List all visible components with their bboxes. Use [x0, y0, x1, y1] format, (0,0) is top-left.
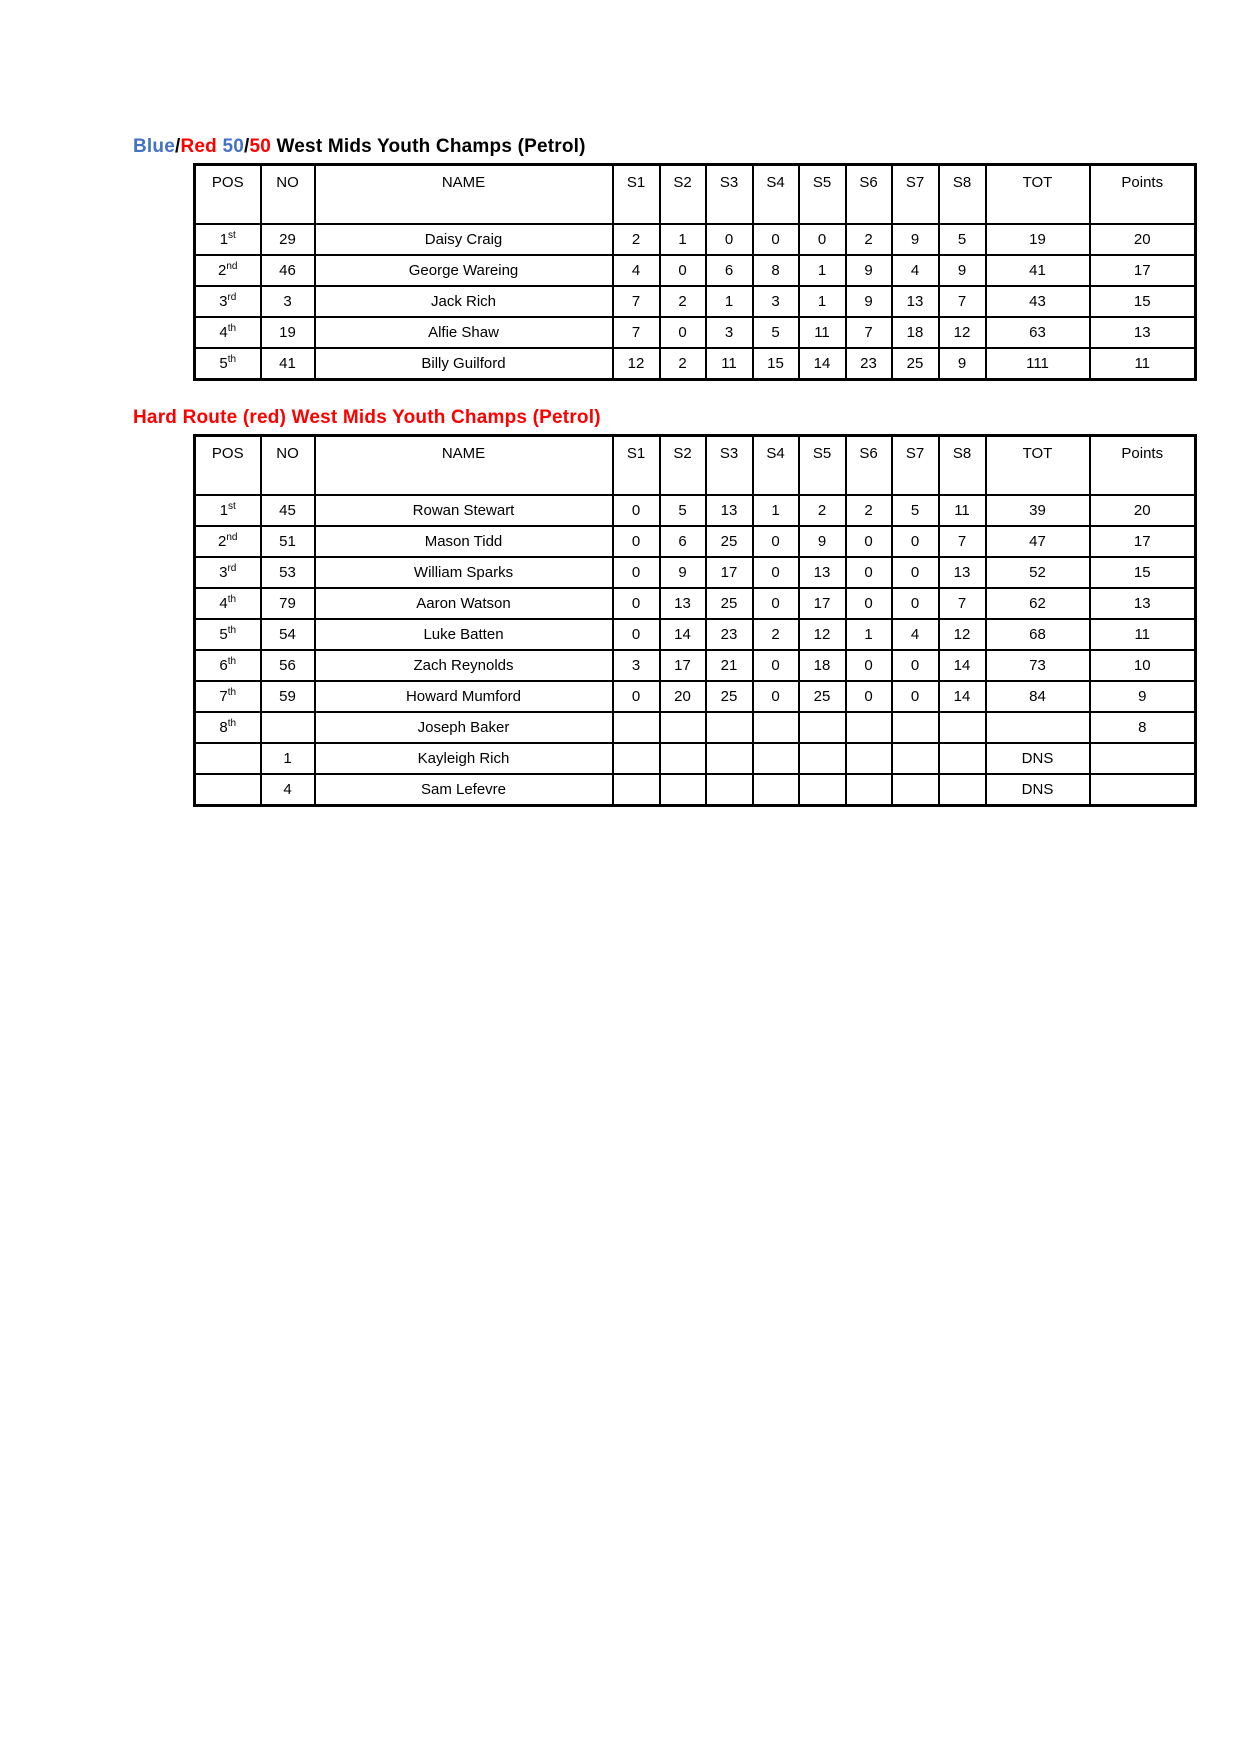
ordinal-suffix: th — [227, 354, 237, 365]
score-cell-s5: 0 — [799, 224, 846, 255]
score-cell-s4: 8 — [753, 255, 799, 286]
column-header-no: NO — [261, 165, 315, 225]
name-cell: Alfie Shaw — [315, 317, 613, 348]
score-cell-s5: 1 — [799, 286, 846, 317]
tot-cell: 43 — [986, 286, 1090, 317]
ordinal-suffix: th — [227, 656, 237, 667]
column-header-s6: S6 — [846, 436, 892, 496]
score-cell-s7: 0 — [892, 557, 939, 588]
score-cell-s7: 5 — [892, 495, 939, 526]
pos-cell: 6th — [195, 650, 261, 681]
tot-cell: 73 — [986, 650, 1090, 681]
name-cell: Kayleigh Rich — [315, 743, 613, 774]
name-cell: William Sparks — [315, 557, 613, 588]
results-table-hard-route — [193, 434, 1197, 807]
tot-cell: 63 — [986, 317, 1090, 348]
tot-cell: 41 — [986, 255, 1090, 286]
pos-cell: 7th — [195, 681, 261, 712]
score-cell-s8 — [939, 743, 986, 774]
pos-cell: 3rd — [195, 286, 261, 317]
ordinal-suffix: th — [227, 594, 237, 605]
score-cell-s5: 18 — [799, 650, 846, 681]
points-cell: 9 — [1090, 681, 1196, 712]
column-header-s1: S1 — [613, 165, 660, 225]
column-header-s7: S7 — [892, 165, 939, 225]
no-cell: 19 — [261, 317, 315, 348]
score-cell-s2: 14 — [660, 619, 706, 650]
score-cell-s2: 6 — [660, 526, 706, 557]
score-cell-s2: 0 — [660, 255, 706, 286]
result-row — [195, 650, 1196, 681]
ordinal-suffix: th — [227, 323, 237, 334]
no-cell: 46 — [261, 255, 315, 286]
title-segment: West Mids Youth Champs (Petrol) — [271, 136, 586, 157]
name-cell: Rowan Stewart — [315, 495, 613, 526]
points-cell: 15 — [1090, 286, 1196, 317]
score-cell-s1: 0 — [613, 495, 660, 526]
column-header-s5: S5 — [799, 436, 846, 496]
title-segment: 50 — [249, 136, 272, 157]
score-cell-s5: 11 — [799, 317, 846, 348]
score-cell-s5: 25 — [799, 681, 846, 712]
score-cell-s3: 23 — [706, 619, 753, 650]
score-cell-s7 — [892, 774, 939, 806]
tot-cell: 68 — [986, 619, 1090, 650]
no-cell: 56 — [261, 650, 315, 681]
result-row — [195, 557, 1196, 588]
score-cell-s6: 9 — [846, 255, 892, 286]
no-cell: 45 — [261, 495, 315, 526]
tot-cell — [986, 712, 1090, 743]
score-cell-s6 — [846, 774, 892, 806]
score-cell-s8: 7 — [939, 286, 986, 317]
column-header-pos: POS — [195, 165, 261, 225]
score-cell-s6: 23 — [846, 348, 892, 380]
points-cell: 8 — [1090, 712, 1196, 743]
pos-cell: 2nd — [195, 526, 261, 557]
result-row — [195, 743, 1196, 774]
score-cell-s6: 1 — [846, 619, 892, 650]
no-cell: 53 — [261, 557, 315, 588]
score-cell-s2: 17 — [660, 650, 706, 681]
tot-cell: DNS — [986, 774, 1090, 806]
score-cell-s4: 0 — [753, 526, 799, 557]
points-cell — [1090, 774, 1196, 806]
no-cell: 41 — [261, 348, 315, 380]
document-page — [0, 0, 1240, 807]
score-cell-s1: 12 — [613, 348, 660, 380]
pos-cell: 5th — [195, 348, 261, 380]
score-cell-s5: 2 — [799, 495, 846, 526]
pos-cell: 1st — [195, 495, 261, 526]
title-segment: / — [243, 136, 250, 157]
no-cell: 54 — [261, 619, 315, 650]
ordinal-suffix: nd — [226, 532, 238, 543]
score-cell-s7: 0 — [892, 588, 939, 619]
score-cell-s1: 0 — [613, 588, 660, 619]
ordinal-suffix: th — [227, 718, 237, 729]
column-header-s3: S3 — [706, 436, 753, 496]
name-cell: Joseph Baker — [315, 712, 613, 743]
score-cell-s7: 4 — [892, 255, 939, 286]
section-title-hard-route — [133, 407, 1200, 428]
column-header-tot: TOT — [986, 165, 1090, 225]
score-cell-s7: 9 — [892, 224, 939, 255]
score-cell-s2: 1 — [660, 224, 706, 255]
points-cell: 20 — [1090, 224, 1196, 255]
no-cell: 79 — [261, 588, 315, 619]
score-cell-s4: 5 — [753, 317, 799, 348]
score-cell-s3 — [706, 774, 753, 806]
score-cell-s7: 4 — [892, 619, 939, 650]
score-cell-s1: 0 — [613, 526, 660, 557]
score-cell-s7: 0 — [892, 650, 939, 681]
name-cell: Aaron Watson — [315, 588, 613, 619]
score-cell-s2: 13 — [660, 588, 706, 619]
score-cell-s2 — [660, 774, 706, 806]
no-cell — [261, 712, 315, 743]
score-cell-s4: 0 — [753, 588, 799, 619]
score-cell-s3: 3 — [706, 317, 753, 348]
tot-cell: 47 — [986, 526, 1090, 557]
score-cell-s5: 9 — [799, 526, 846, 557]
score-cell-s4: 15 — [753, 348, 799, 380]
points-cell: 10 — [1090, 650, 1196, 681]
result-row — [195, 255, 1196, 286]
tot-cell: 62 — [986, 588, 1090, 619]
title-segment: Blue — [133, 136, 175, 157]
score-cell-s4: 2 — [753, 619, 799, 650]
score-cell-s6: 0 — [846, 557, 892, 588]
no-cell: 29 — [261, 224, 315, 255]
score-cell-s5: 12 — [799, 619, 846, 650]
score-cell-s4: 0 — [753, 650, 799, 681]
score-cell-s2: 2 — [660, 286, 706, 317]
score-cell-s3 — [706, 743, 753, 774]
name-cell: Sam Lefevre — [315, 774, 613, 806]
score-cell-s6: 7 — [846, 317, 892, 348]
score-cell-s5 — [799, 743, 846, 774]
pos-cell: 4th — [195, 588, 261, 619]
tot-cell: 111 — [986, 348, 1090, 380]
points-cell: 13 — [1090, 317, 1196, 348]
column-header-s5: S5 — [799, 165, 846, 225]
score-cell-s3: 6 — [706, 255, 753, 286]
column-header-s2: S2 — [660, 436, 706, 496]
ordinal-suffix: th — [227, 625, 237, 636]
score-cell-s5 — [799, 774, 846, 806]
score-cell-s3: 17 — [706, 557, 753, 588]
score-cell-s1: 7 — [613, 286, 660, 317]
score-cell-s8: 9 — [939, 255, 986, 286]
score-cell-s1: 2 — [613, 224, 660, 255]
name-cell: Mason Tidd — [315, 526, 613, 557]
column-header-pos: POS — [195, 436, 261, 496]
points-cell: 20 — [1090, 495, 1196, 526]
score-cell-s5: 13 — [799, 557, 846, 588]
pos-cell: 3rd — [195, 557, 261, 588]
name-cell: Zach Reynolds — [315, 650, 613, 681]
no-cell: 3 — [261, 286, 315, 317]
pos-cell: 4th — [195, 317, 261, 348]
column-header-s3: S3 — [706, 165, 753, 225]
score-cell-s8: 11 — [939, 495, 986, 526]
score-cell-s6: 2 — [846, 224, 892, 255]
score-cell-s2: 5 — [660, 495, 706, 526]
result-row — [195, 619, 1196, 650]
name-cell: Daisy Craig — [315, 224, 613, 255]
score-cell-s1 — [613, 743, 660, 774]
results-table-blue-red-5050 — [193, 163, 1197, 381]
score-cell-s1: 3 — [613, 650, 660, 681]
score-cell-s4 — [753, 712, 799, 743]
pos-cell: 5th — [195, 619, 261, 650]
points-cell: 15 — [1090, 557, 1196, 588]
header-row — [195, 165, 1196, 225]
score-cell-s1: 7 — [613, 317, 660, 348]
score-cell-s4 — [753, 743, 799, 774]
score-cell-s6: 0 — [846, 526, 892, 557]
pos-cell — [195, 774, 261, 806]
no-cell: 1 — [261, 743, 315, 774]
score-cell-s2: 20 — [660, 681, 706, 712]
ordinal-suffix: nd — [226, 261, 238, 272]
result-row — [195, 681, 1196, 712]
score-cell-s1 — [613, 774, 660, 806]
score-cell-s2: 0 — [660, 317, 706, 348]
score-cell-s8 — [939, 774, 986, 806]
score-cell-s7: 18 — [892, 317, 939, 348]
score-cell-s1: 0 — [613, 619, 660, 650]
score-cell-s8: 5 — [939, 224, 986, 255]
result-row — [195, 588, 1196, 619]
ordinal-suffix: th — [227, 687, 237, 698]
ordinal-suffix: rd — [227, 563, 237, 574]
score-cell-s8: 7 — [939, 588, 986, 619]
ordinal-suffix: st — [228, 230, 236, 241]
name-cell: Jack Rich — [315, 286, 613, 317]
score-cell-s6: 0 — [846, 681, 892, 712]
score-cell-s7: 25 — [892, 348, 939, 380]
no-cell: 59 — [261, 681, 315, 712]
score-cell-s7 — [892, 712, 939, 743]
score-cell-s7: 13 — [892, 286, 939, 317]
name-cell: Billy Guilford — [315, 348, 613, 380]
column-header-s2: S2 — [660, 165, 706, 225]
score-cell-s3: 13 — [706, 495, 753, 526]
score-cell-s3: 0 — [706, 224, 753, 255]
section-hard-route — [133, 407, 1200, 807]
tot-cell: 84 — [986, 681, 1090, 712]
score-cell-s7 — [892, 743, 939, 774]
score-cell-s3: 1 — [706, 286, 753, 317]
column-header-points: Points — [1090, 165, 1196, 225]
score-cell-s6: 0 — [846, 650, 892, 681]
score-cell-s2 — [660, 712, 706, 743]
score-cell-s4: 0 — [753, 557, 799, 588]
pos-cell — [195, 743, 261, 774]
title-segment: / — [174, 136, 181, 157]
name-cell: Luke Batten — [315, 619, 613, 650]
score-cell-s8: 9 — [939, 348, 986, 380]
tot-cell: 39 — [986, 495, 1090, 526]
score-cell-s4 — [753, 774, 799, 806]
no-cell: 4 — [261, 774, 315, 806]
score-cell-s8: 7 — [939, 526, 986, 557]
result-row — [195, 286, 1196, 317]
column-header-s4: S4 — [753, 436, 799, 496]
score-cell-s3: 21 — [706, 650, 753, 681]
score-cell-s5 — [799, 712, 846, 743]
score-cell-s1: 4 — [613, 255, 660, 286]
score-cell-s3 — [706, 712, 753, 743]
title-segment: Red — [180, 136, 217, 157]
score-cell-s6 — [846, 743, 892, 774]
score-cell-s7: 0 — [892, 681, 939, 712]
pos-cell: 1st — [195, 224, 261, 255]
column-header-no: NO — [261, 436, 315, 496]
tot-cell: DNS — [986, 743, 1090, 774]
score-cell-s5: 17 — [799, 588, 846, 619]
score-cell-s4: 3 — [753, 286, 799, 317]
score-cell-s8 — [939, 712, 986, 743]
section-title-blue-red-5050 — [133, 136, 1200, 157]
score-cell-s1: 0 — [613, 681, 660, 712]
points-cell: 17 — [1090, 255, 1196, 286]
result-row — [195, 224, 1196, 255]
score-cell-s4: 0 — [753, 681, 799, 712]
score-cell-s8: 12 — [939, 317, 986, 348]
score-cell-s6: 0 — [846, 588, 892, 619]
points-cell: 11 — [1090, 619, 1196, 650]
score-cell-s8: 14 — [939, 681, 986, 712]
ordinal-suffix: st — [228, 501, 236, 512]
points-cell: 13 — [1090, 588, 1196, 619]
tot-cell: 19 — [986, 224, 1090, 255]
title-segment: 50 — [216, 136, 244, 157]
column-header-s6: S6 — [846, 165, 892, 225]
name-cell: Howard Mumford — [315, 681, 613, 712]
score-cell-s2: 9 — [660, 557, 706, 588]
score-cell-s8: 12 — [939, 619, 986, 650]
points-cell: 11 — [1090, 348, 1196, 380]
column-header-s4: S4 — [753, 165, 799, 225]
result-row — [195, 317, 1196, 348]
score-cell-s6: 2 — [846, 495, 892, 526]
no-cell: 51 — [261, 526, 315, 557]
score-cell-s3: 25 — [706, 526, 753, 557]
column-header-tot: TOT — [986, 436, 1090, 496]
column-header-s8: S8 — [939, 436, 986, 496]
title-segment: Hard Route (red) West Mids Youth Champs (Petrol) — [133, 407, 601, 428]
pos-cell: 2nd — [195, 255, 261, 286]
score-cell-s2 — [660, 743, 706, 774]
score-cell-s3: 25 — [706, 681, 753, 712]
column-header-s1: S1 — [613, 436, 660, 496]
score-cell-s6 — [846, 712, 892, 743]
score-cell-s3: 25 — [706, 588, 753, 619]
score-cell-s2: 2 — [660, 348, 706, 380]
score-cell-s1: 0 — [613, 557, 660, 588]
result-row — [195, 526, 1196, 557]
score-cell-s3: 11 — [706, 348, 753, 380]
score-cell-s6: 9 — [846, 286, 892, 317]
column-header-s7: S7 — [892, 436, 939, 496]
score-cell-s4: 1 — [753, 495, 799, 526]
score-cell-s1 — [613, 712, 660, 743]
pos-cell: 8th — [195, 712, 261, 743]
column-header-points: Points — [1090, 436, 1196, 496]
score-cell-s5: 14 — [799, 348, 846, 380]
result-row — [195, 495, 1196, 526]
header-row — [195, 436, 1196, 496]
column-header-name: NAME — [315, 165, 613, 225]
result-row — [195, 774, 1196, 806]
section-blue-red-5050 — [133, 136, 1200, 381]
column-header-name: NAME — [315, 436, 613, 496]
score-cell-s8: 13 — [939, 557, 986, 588]
points-cell — [1090, 743, 1196, 774]
result-row — [195, 712, 1196, 743]
name-cell: George Wareing — [315, 255, 613, 286]
score-cell-s7: 0 — [892, 526, 939, 557]
column-header-s8: S8 — [939, 165, 986, 225]
score-cell-s4: 0 — [753, 224, 799, 255]
result-row — [195, 348, 1196, 380]
score-cell-s8: 14 — [939, 650, 986, 681]
ordinal-suffix: rd — [227, 292, 237, 303]
points-cell: 17 — [1090, 526, 1196, 557]
tot-cell: 52 — [986, 557, 1090, 588]
score-cell-s5: 1 — [799, 255, 846, 286]
